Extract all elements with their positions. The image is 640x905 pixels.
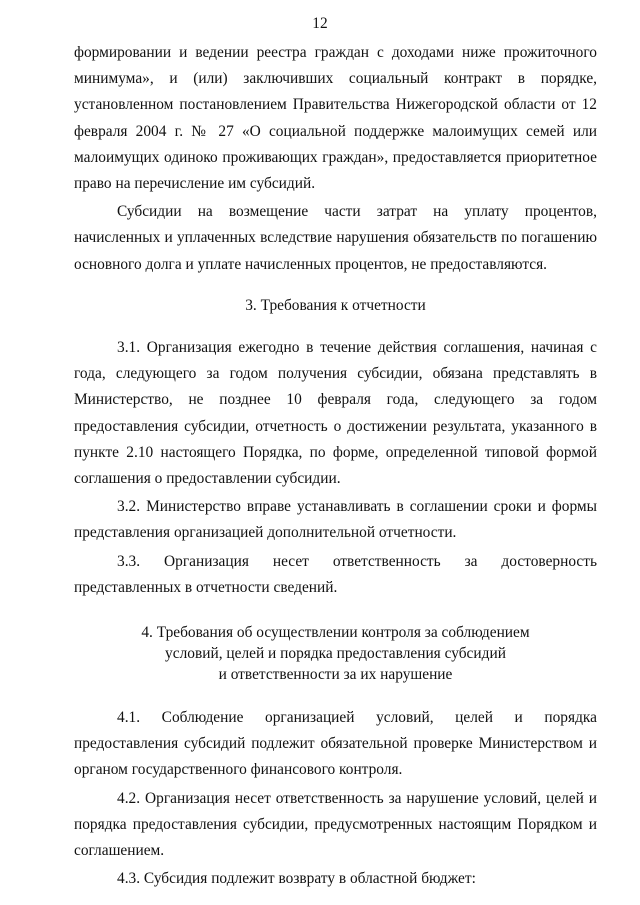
- paragraph-interest-subsidies: Субсидии на возмещение части затрат на уплату процентов, начисленных и уплаченных вследствие нарушения обязательств по погашению основного долга и уплате начисленных процентов, не предоставляются.: [74, 203, 597, 273]
- paragraph-continuation: формировании и ведении реестра граждан с доходами ниже прожиточного минимума», и (или) заключивших социальный контракт в порядке, установленном постановлением Правительства Нижегородской области от 12 февраля 2004 г. № 27 «О социальной поддержке малоимущих семей или малоимущих одиноко проживающих граждан», предоставляется приоритетное право на перечисление им субсидий.: [74, 44, 597, 193]
- document-body: [74, 40, 597, 892]
- section-3-heading: 3. Требования к отчетности: [245, 296, 426, 314]
- paragraph-3-2: 3.2. Министерство вправе устанавливать в соглашении сроки и формы представления организацией дополнительной отчетности.: [74, 498, 597, 542]
- paragraph-3-1: 3.1. Организация ежегодно в течение действия соглашения, начиная с года, следующего за годом получения субсидии, обязана представлять в Министерство, не позднее 10 февраля года, следующего за годом предоставления субсидии, отчетность о достижении результата, указанного в пункте 2.10 настоящего Порядка, по форме, определенной типовой формой соглашения о предоставлении субсидии.: [74, 339, 597, 488]
- paragraph-4-2: 4.2. Организация несет ответственность за нарушение условий, целей и порядка предоставления субсидии, предусмотренных настоящим Порядком и соглашением.: [74, 789, 597, 860]
- section-4-heading: [74, 622, 597, 685]
- paragraph-3-3: 3.3. Организация несет ответственность за достоверность представленных в отчетности сведений.: [74, 552, 597, 596]
- section-4-heading-line: 4. Требования об осуществлении контроля за соблюдением: [141, 624, 530, 642]
- section-4-heading-line: условий, целей и порядка предоставления субсидий: [165, 645, 506, 663]
- section-4-heading-line: и ответственности за их нарушение: [218, 666, 453, 684]
- paragraph-4-1: 4.1. Соблюдение организацией условий, целей и порядка предоставления субсидий подлежит обязательной проверке Министерством и органом государственного финансового контроля.: [74, 709, 597, 779]
- page-number: 12: [312, 15, 328, 32]
- paragraph-4-3: 4.3. Субсидия подлежит возврату в областной бюджет:: [117, 870, 476, 888]
